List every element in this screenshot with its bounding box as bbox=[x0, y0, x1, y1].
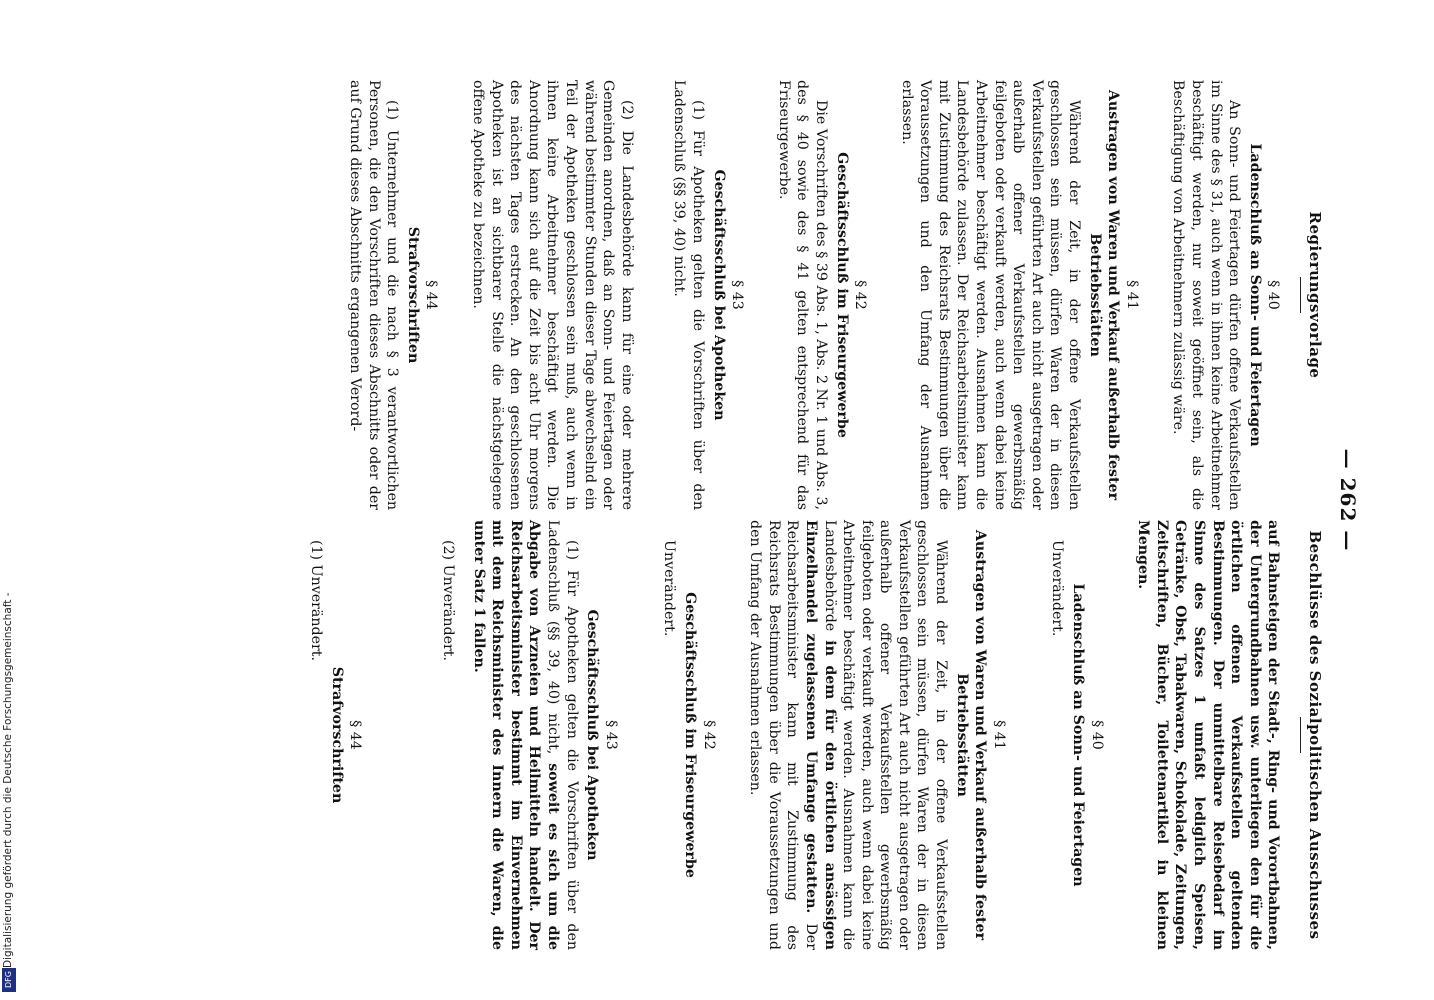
continued-text-bold: auf Bahnsteigen der Stadt-, Ring- und Vorortbahnen, der Untergrundbahnen usw. unterliegen den für die örtlichen offenen Verkaufsstellen geltenden Bestimmungen. Der unmittelbare Reisebedarf im Sinne des Satzes 1 umfaßt lediglich Speisen, Getränke, Obst, Tabakwaren, Schokolade, Zeitungen, Zeitschriften, Bücher, Toilettenartikel in kleinen Mengen. bbox=[1135, 520, 1282, 950]
section-text: An Sonn- und Feiertagen dürfen offene Verkaufsstellen im Sinne des § 31, auch wenn in ihnen keine Arbeitnehmer beschäftigt werden, nur soweit geöffnet sein, als die Beschäftigung von Arbeitnehmern zulässig wäre. bbox=[1170, 80, 1243, 510]
continued-text bbox=[1134, 520, 1283, 950]
section-number: § 40 bbox=[1265, 280, 1282, 310]
heading-rule bbox=[1300, 277, 1301, 313]
section-text: Unverändert. bbox=[1049, 540, 1066, 637]
section-title: Geschäftsschluß im Friseurgewerbe bbox=[681, 592, 698, 878]
section-title: Ladenschluß an Sonn- und Feiertagen bbox=[1070, 583, 1087, 887]
section-text-part: (1) Für Apotheken gelten die Vorschriften über den Ladenschluß (§§ 39, 40) nicht, bbox=[545, 520, 580, 950]
section-number: § 40 bbox=[1088, 720, 1105, 750]
section-title: Austragen von Waren und Verkauf außerhalb fester Betriebsstätten bbox=[953, 529, 989, 941]
section-paragraph: (2) Die Landesbehörde kann für eine oder mehrere Gemeinden anordnen, daß an Sonn- und Feiertagen oder während bestimmter Stunden dieser Tage abwechselnd ein Teil der Apotheken geschlossen sein muß, auch wenn in ihnen keine Arbeitnehmer beschäftigt werden. Die Anordnung kann sich auf die Zeit bis acht Uhr morgens des nächsten Tages erstrecken. An den geschlossenen Apotheken ist an sichtbarer Stelle die nächstgelegene offene Apotheke zu bezeichnen. bbox=[470, 80, 635, 510]
page-number: — 262 — bbox=[1336, 448, 1360, 552]
section-text: (1) Unverändert. bbox=[308, 540, 325, 661]
column-regierungsvorlage bbox=[345, 80, 1324, 510]
section-text: Die Vorschriften des § 39 Abs. 1, Abs. 2 Nr. 1 und Abs. 3, des § 40 sowie des § 41 gelten entsprechend für das Friseurgewerbe. bbox=[775, 80, 829, 510]
dfg-logo: DFG bbox=[2, 968, 16, 992]
section-text-amendment: in dem für den örtlichen ansässigen Einzelhandel zugelassenen Umfange gestatten. bbox=[802, 520, 838, 950]
section-number: § 43 bbox=[602, 720, 619, 750]
section-number: § 42 bbox=[852, 280, 869, 310]
section-number: § 41 bbox=[1123, 280, 1140, 310]
section-title: Ladenschluß an Sonn- und Feiertagen bbox=[1246, 143, 1263, 447]
section-title: Austragen von Waren und Verkauf außerhalb fester Betriebsstätten bbox=[1086, 89, 1122, 501]
section-paragraph: (1) Für Apotheken gelten die Vorschriften über den Ladenschluß (§§ 39, 40) nicht. bbox=[671, 80, 706, 510]
section-text: Unverändert. bbox=[661, 540, 678, 637]
section-paragraph: (2) Unverändert. bbox=[440, 540, 457, 661]
section-title: Strafvorschriften bbox=[404, 226, 421, 364]
section-title: Geschäftsschluß bei Apotheken bbox=[584, 609, 601, 861]
section-title: Geschäftsschluß im Friseurgewerbe bbox=[833, 152, 850, 438]
section-number: § 44 bbox=[423, 280, 440, 310]
column-ausschuss bbox=[307, 520, 1324, 950]
section-number: § 41 bbox=[990, 720, 1007, 750]
section-text: (1) Unternehmer und die nach § 3 verantwortlichen Personen, die den Vorschriften dieses Abschnitts oder der auf Grund dieses Abschnitts ergangenen Verord- bbox=[347, 80, 401, 510]
section-text-part: Während der Zeit, in der offene Verkaufsstellen geschlossen sein müssen, dürfen Waren der in diesen Verkaufsstellen geführten Art auch nicht ausgetragen oder außerhalb offener Verkaufsstellen gewerbsmäßig feilgeboten oder verkauft werden, auch wenn dabei keine Arbeitnehmer beschäftigt werden. Ausnahmen kann die Landesbehörde bbox=[821, 520, 950, 950]
section-number: § 43 bbox=[729, 280, 746, 310]
digitization-credit: Digitalisierung gefördert durch die Deutsche Forschungsgemeinschaft - bbox=[2, 592, 14, 968]
section-text-amendment: soweit es sich um die Abgabe von Arzneien und Heilmitteln handelt. Der Reichsarbeitsminister bestimmt im Einvernehmen mit dem Reichsminister des Innern die Waren, die unter Satz 1 fallen. bbox=[470, 520, 561, 950]
section-text: Während der Zeit, in der offene Verkaufsstellen geschlossen sein müssen, dürfen Waren der in diesen Verkaufsstellen geführten Art auch nicht ausgetragen oder außerhalb offener Verkaufsstellen gewerbsmäßig feilgeboten oder verkauft werden, auch wenn dabei keine Arbeitnehmer beschäftigt werden. Ausnahmen kann die Landesbehörde zulassen. Der Reichsarbeitsminister kann mit Zustimmung des Reichsrats Bestimmungen über die Voraussetzungen und den Umfang der Ausnahmen erlassen. bbox=[898, 80, 1083, 510]
section-number: § 44 bbox=[347, 720, 364, 750]
heading-rule bbox=[1300, 717, 1301, 753]
section-text-part: Der Reichsarbeitsminister kann mit Zustimmung des Reichsrats Bestimmungen über die Voraussetzungen und den Umfang der Ausnahmen erlassen. bbox=[747, 520, 819, 950]
section-text bbox=[746, 520, 951, 950]
section-number: § 42 bbox=[700, 720, 717, 750]
section-paragraph bbox=[469, 520, 581, 950]
section-title: Geschäftsschluß bei Apotheken bbox=[710, 169, 727, 421]
column-heading-right: Beschlüsse des Sozialpolitischen Ausschusses bbox=[1306, 530, 1324, 940]
section-title: Strafvorschriften bbox=[328, 666, 345, 804]
column-heading-left: Regierungsvorlage bbox=[1306, 211, 1324, 379]
